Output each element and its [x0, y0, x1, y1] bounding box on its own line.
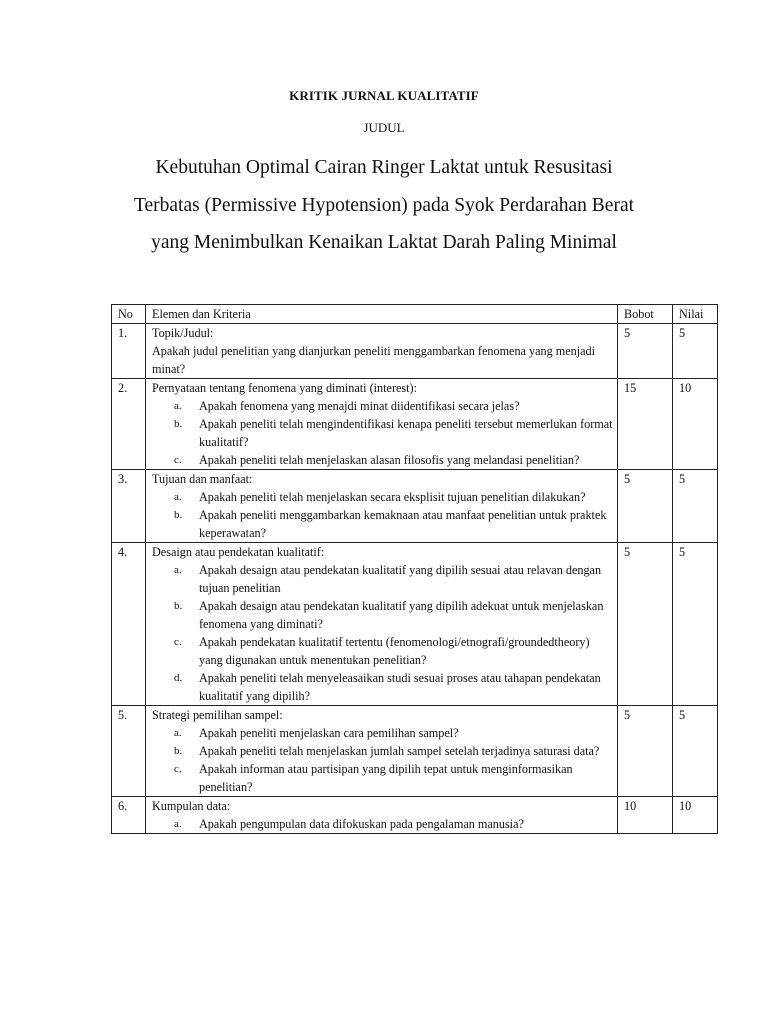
- criteria-list: [152, 397, 613, 469]
- criteria-cell: [146, 706, 618, 797]
- criteria-list: [152, 724, 613, 796]
- journal-title: [74, 149, 694, 262]
- table-row: [112, 706, 718, 797]
- header-no: No: [112, 305, 146, 324]
- criteria-table: [111, 304, 718, 834]
- list-marker: b.: [174, 418, 183, 430]
- bobot-value: 5: [618, 324, 673, 379]
- header-bobot: Bobot: [618, 305, 673, 324]
- list-item: [152, 742, 613, 760]
- criteria-heading: Strategi pemilihan sampel:: [152, 708, 283, 722]
- criteria-question: Apakah peneliti telah mengindentifikasi kenapa peneliti tersebut memerlukan format kualitatif?: [199, 417, 613, 449]
- list-marker: c.: [174, 454, 182, 466]
- criteria-question: Apakah informan atau partisipan yang dipilih tepat untuk menginformasikan penelitian?: [199, 762, 573, 794]
- criteria-question: Apakah peneliti telah menjelaskan secara eksplisit tujuan penelitian dilakukan?: [199, 490, 586, 504]
- list-marker: a.: [174, 727, 182, 739]
- list-item: [152, 506, 613, 542]
- list-marker: b.: [174, 509, 183, 521]
- row-number: 5.: [112, 706, 146, 797]
- criteria-list: [152, 815, 613, 833]
- list-marker: d.: [174, 672, 183, 684]
- criteria-body: [112, 324, 718, 834]
- table-row: [112, 543, 718, 706]
- header-nilai: Nilai: [673, 305, 718, 324]
- criteria-question: Apakah peneliti telah menyeleasaikan studi sesuai proses atau tahapan pendekatan kualitatif yang dipilih?: [199, 671, 601, 703]
- journal-title-line: yang Menimbulkan Kenaikan Laktat Darah Paling Minimal: [151, 232, 617, 253]
- nilai-value: 10: [673, 797, 718, 834]
- criteria-cell: [146, 470, 618, 543]
- journal-title-line: Terbatas (Permissive Hypotension) pada Syok Perdarahan Berat: [133, 194, 635, 216]
- list-marker: c.: [174, 636, 182, 648]
- criteria-question: Apakah fenomena yang menajdi minat diidentifikasi secara jelas?: [199, 399, 520, 413]
- list-item: [152, 669, 613, 705]
- list-item: [152, 724, 613, 742]
- header-element: Elemen dan Kriteria: [146, 305, 618, 324]
- criteria-cell: [146, 543, 618, 706]
- list-item: [152, 561, 613, 597]
- criteria-question: Apakah peneliti menjelaskan cara pemilihan sampel?: [199, 726, 459, 740]
- criteria-cell: [146, 797, 618, 834]
- list-item: [152, 397, 613, 415]
- bobot-value: 10: [618, 797, 673, 834]
- criteria-list: [152, 561, 613, 705]
- bobot-value: 15: [618, 379, 673, 470]
- list-marker: a.: [174, 400, 182, 412]
- row-number: 1.: [112, 324, 146, 379]
- criteria-heading: Kumpulan data:: [152, 799, 231, 813]
- list-marker: a.: [174, 818, 182, 830]
- list-item: [152, 597, 613, 633]
- list-item: [152, 488, 613, 506]
- document-heading: KRITIK JURNAL KUALITATIF: [289, 88, 479, 103]
- criteria-question: Apakah desaign atau pendekatan kualitatif yang dipilih sesuai atau relavan dengan tujuan penelitian: [199, 563, 602, 595]
- criteria-heading: Topik/Judul:: [152, 326, 214, 340]
- list-item: [152, 633, 613, 669]
- nilai-value: 10: [673, 379, 718, 470]
- document-header: [0, 87, 768, 262]
- list-marker: a.: [174, 564, 182, 576]
- criteria-question: Apakah pendekatan kualitatif tertentu (fenomenologi/etnografi/groundedtheory) yang digunakan untuk menentukan penelitian?: [199, 635, 590, 667]
- list-item: [152, 451, 613, 469]
- row-number: 4.: [112, 543, 146, 706]
- table-row: [112, 324, 718, 379]
- criteria-cell: [146, 379, 618, 470]
- criteria-heading: Tujuan dan manfaat:: [152, 472, 253, 486]
- list-item: [152, 415, 613, 451]
- list-marker: c.: [174, 763, 182, 775]
- list-marker: b.: [174, 745, 183, 757]
- row-number: 6.: [112, 797, 146, 834]
- table-row: [112, 379, 718, 470]
- criteria-question: Apakah judul penelitian yang dianjurkan peneliti menggambarkan fenomena yang menjadi minat?: [152, 344, 596, 376]
- bobot-value: 5: [618, 470, 673, 543]
- list-marker: a.: [174, 491, 182, 503]
- row-number: 2.: [112, 379, 146, 470]
- criteria-question: Apakah peneliti telah menjelaskan jumlah sampel setelah terjadinya saturasi data?: [199, 744, 600, 758]
- table-row: [112, 470, 718, 543]
- bobot-value: 5: [618, 706, 673, 797]
- nilai-value: 5: [673, 470, 718, 543]
- judul-label: JUDUL: [363, 120, 405, 135]
- criteria-question: Apakah peneliti menggambarkan kemaknaan atau manfaat penelitian untuk praktek keperawatan?: [199, 508, 607, 540]
- criteria-list: [152, 488, 613, 542]
- criteria-question: Apakah peneliti telah menjelaskan alasan filosofis yang melandasi penelitian?: [199, 453, 580, 467]
- criteria-cell: [146, 324, 618, 379]
- table-header-row: [112, 305, 718, 324]
- criteria-question: Apakah desaign atau pendekatan kualitatif yang dipilih adekuat untuk menjelaskan fenomena yang diminati?: [199, 599, 604, 631]
- criteria-question: Apakah pengumpulan data difokuskan pada pengalaman manusia?: [199, 817, 524, 831]
- bobot-value: 5: [618, 543, 673, 706]
- list-marker: b.: [174, 600, 183, 612]
- criteria-heading: Desaign atau pendekatan kualitatif:: [152, 545, 325, 559]
- nilai-value: 5: [673, 706, 718, 797]
- nilai-value: 5: [673, 543, 718, 706]
- row-number: 3.: [112, 470, 146, 543]
- criteria-heading: Pernyataan tentang fenomena yang diminati (interest):: [152, 381, 417, 395]
- list-item: [152, 760, 613, 796]
- nilai-value: 5: [673, 324, 718, 379]
- list-item: [152, 815, 613, 833]
- table-row: [112, 797, 718, 834]
- journal-title-line: Kebutuhan Optimal Cairan Ringer Laktat untuk Resusitasi: [155, 157, 613, 178]
